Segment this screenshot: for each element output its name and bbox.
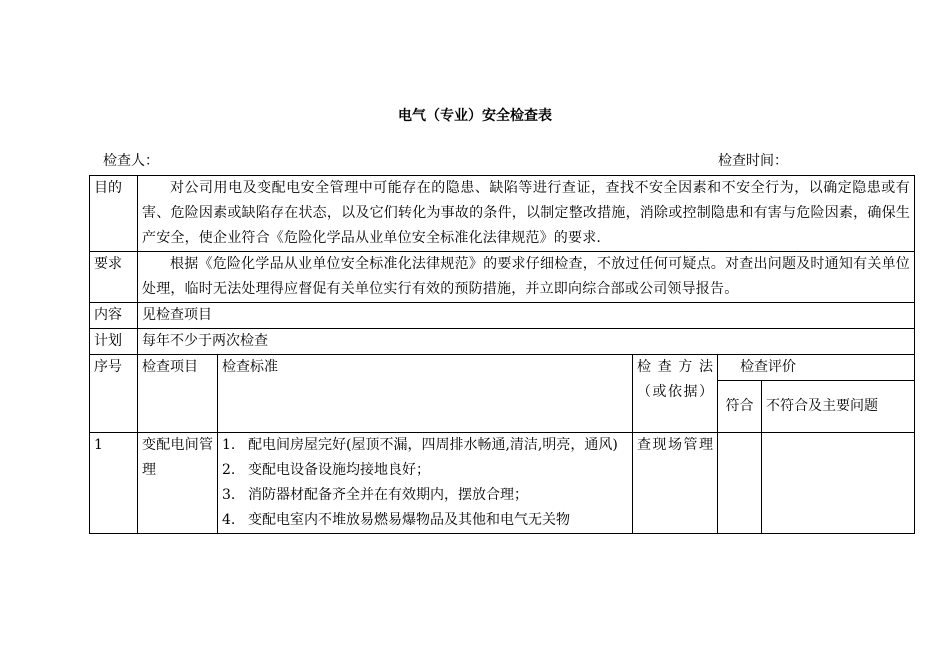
content-row (90, 303, 915, 329)
record-seq: 1 (90, 433, 138, 534)
nonconform-header: 不符合及主要问题 (762, 381, 915, 433)
list-item-text: 变配电室内不堆放易燃易爆物品及其他和电气无关物 (248, 512, 570, 528)
record-standards (218, 433, 633, 534)
list-item-text: 消防器材配备齐全并在有效期内，摆放合理； (248, 487, 528, 503)
list-item-number: 1. (222, 437, 236, 453)
page-title: 电气（专业）安全检查表 (398, 108, 552, 124)
content-label: 内容 (90, 303, 138, 329)
list-item (222, 458, 628, 483)
record-method: 查现场管理 (633, 433, 718, 534)
requirement-row (90, 252, 915, 303)
inspection-table (89, 175, 915, 534)
inspector-label: 检查人： (103, 153, 159, 169)
column-header-row (90, 355, 915, 381)
requirement-label: 要求 (90, 252, 138, 303)
list-item-text: 变配电设备设施均接地良好； (248, 462, 430, 478)
requirement-text: 根据《危险化学品从业单位安全标准化法律规范》的要求仔细检查，不放过任何可疑点。对查出问题及时通知有关单位处理，临时无法处理得应督促有关单位实行有效的预防措施，并立即向综合部或公司领导报告。 (138, 252, 915, 303)
plan-row (90, 329, 915, 355)
list-item-number: 4. (222, 512, 236, 528)
list-item-text: 配电间房屋完好(屋顶不漏，四周排水畅通,清洁,明亮，通风) (248, 437, 618, 453)
content-text: 见检查项目 (138, 303, 915, 329)
record-conform (718, 433, 762, 534)
seq-header: 序号 (90, 355, 138, 433)
list-item (222, 508, 628, 533)
record-nonconform (762, 433, 915, 534)
plan-label: 计划 (90, 329, 138, 355)
table-row (90, 433, 915, 534)
purpose-label: 目的 (90, 176, 138, 252)
purpose-text: 对公司用电及变配电安全管理中可能存在的隐患、缺陷等进行查证，查找不安全因素和不安全行为，以确定隐患或有害、危险因素或缺陷存在状态，以及它们转化为事故的条件，以制定整改措施，消除或控制隐患和有害与危险因素，确保生产安全，使企业符合《危险化学品从业单位安全标准化法律规范》的要求. (138, 176, 915, 252)
evaluation-header: 检查评价 (718, 355, 915, 381)
method-header: 检查方法（或依据） (633, 355, 718, 433)
conform-header: 符合 (718, 381, 762, 433)
list-item-number: 2. (222, 462, 236, 478)
purpose-row (90, 176, 915, 252)
record-item: 变配电间管理 (138, 433, 218, 534)
inspection-time-label: 检查时间： (718, 153, 788, 169)
list-item (222, 433, 628, 458)
standard-header: 检查标准 (218, 355, 633, 433)
list-item-number: 3. (222, 487, 236, 503)
plan-text: 每年不少于两次检查 (138, 329, 915, 355)
item-header: 检查项目 (138, 355, 218, 433)
list-item (222, 483, 628, 508)
